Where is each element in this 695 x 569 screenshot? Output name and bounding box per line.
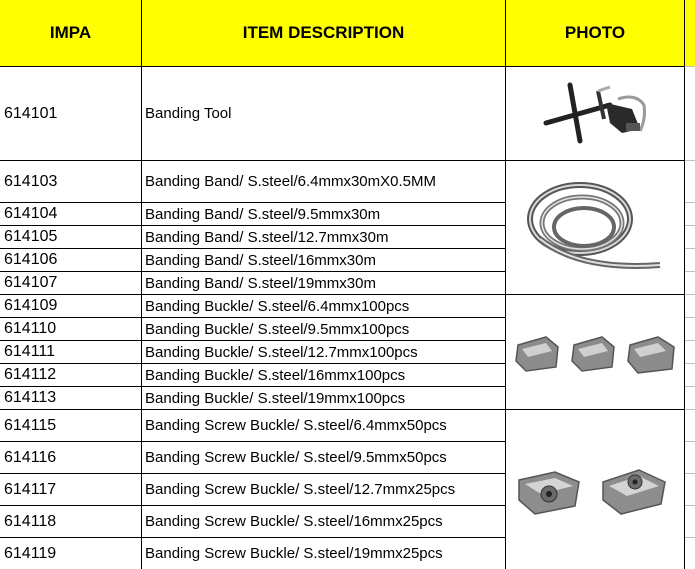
row-impa-code: 614117 [0,474,142,506]
row-impa-code: 614104 [0,203,142,226]
extra-column-cell [685,442,695,474]
extra-column-cell [685,538,695,569]
extra-column-cell [685,272,695,295]
extra-column-cell [685,295,695,318]
row-impa-code: 614109 [0,295,142,318]
row-impa-code: 614106 [0,249,142,272]
row-impa-code: 614107 [0,272,142,295]
row-description: Banding Screw Buckle/ S.steel/6.4mmx50pcs [142,410,506,442]
row-description: Banding Band/ S.steel/12.7mmx30m [142,226,506,249]
extra-column-cell [685,318,695,341]
extra-column-cell [685,387,695,410]
extra-column-cell [685,226,695,249]
row-description: Banding Tool [142,67,506,161]
row-impa-code: 614113 [0,387,142,410]
extra-column-cell [685,506,695,538]
extra-column-cell [685,474,695,506]
row-description: Banding Screw Buckle/ S.steel/16mmx25pcs [142,506,506,538]
extra-column-cell [685,203,695,226]
extra-column-cell [685,249,695,272]
header-extra-column [685,0,695,67]
extra-column-cell [685,67,695,161]
extra-column-cell [685,161,695,203]
row-description: Banding Band/ S.steel/9.5mmx30m [142,203,506,226]
row-description: Banding Band/ S.steel/19mmx30m [142,272,506,295]
header-item-description: ITEM DESCRIPTION [142,0,506,67]
extra-column-cell [685,341,695,364]
row-impa-code: 614118 [0,506,142,538]
row-impa-code: 614110 [0,318,142,341]
row-impa-code: 614101 [0,67,142,161]
row-impa-code: 614111 [0,341,142,364]
extra-column-cell [685,364,695,387]
row-description: Banding Band/ S.steel/16mmx30m [142,249,506,272]
row-impa-code: 614115 [0,410,142,442]
steel-band-coil-icon [520,173,670,283]
extra-column-cell [685,410,695,442]
row-description: Banding Buckle/ S.steel/9.5mmx100pcs [142,318,506,341]
banding-tool-icon [540,79,650,149]
row-description: Banding Buckle/ S.steel/19mmx100pcs [142,387,506,410]
row-description: Banding Buckle/ S.steel/6.4mmx100pcs [142,295,506,318]
row-description: Banding Screw Buckle/ S.steel/12.7mmx25pcs [142,474,506,506]
row-impa-code: 614103 [0,161,142,203]
row-description: Banding Screw Buckle/ S.steel/19mmx25pcs [142,538,506,569]
row-description: Banding Screw Buckle/ S.steel/9.5mmx50pcs [142,442,506,474]
row-impa-code: 614105 [0,226,142,249]
photo-banding-tool [506,67,685,161]
header-photo: PHOTO [506,0,685,67]
header-impa: IMPA [0,0,142,67]
row-description: Banding Band/ S.steel/6.4mmx30mX0.5MM [142,161,506,203]
screw-buckle-icon [515,460,675,520]
photo-steel-band-coil [506,161,685,295]
row-description: Banding Buckle/ S.steel/16mmx100pcs [142,364,506,387]
photo-screw-buckles [506,410,685,569]
row-impa-code: 614119 [0,538,142,569]
photo-banding-buckles [506,295,685,410]
row-impa-code: 614112 [0,364,142,387]
banding-buckle-icon [512,327,678,377]
row-impa-code: 614116 [0,442,142,474]
row-description: Banding Buckle/ S.steel/12.7mmx100pcs [142,341,506,364]
